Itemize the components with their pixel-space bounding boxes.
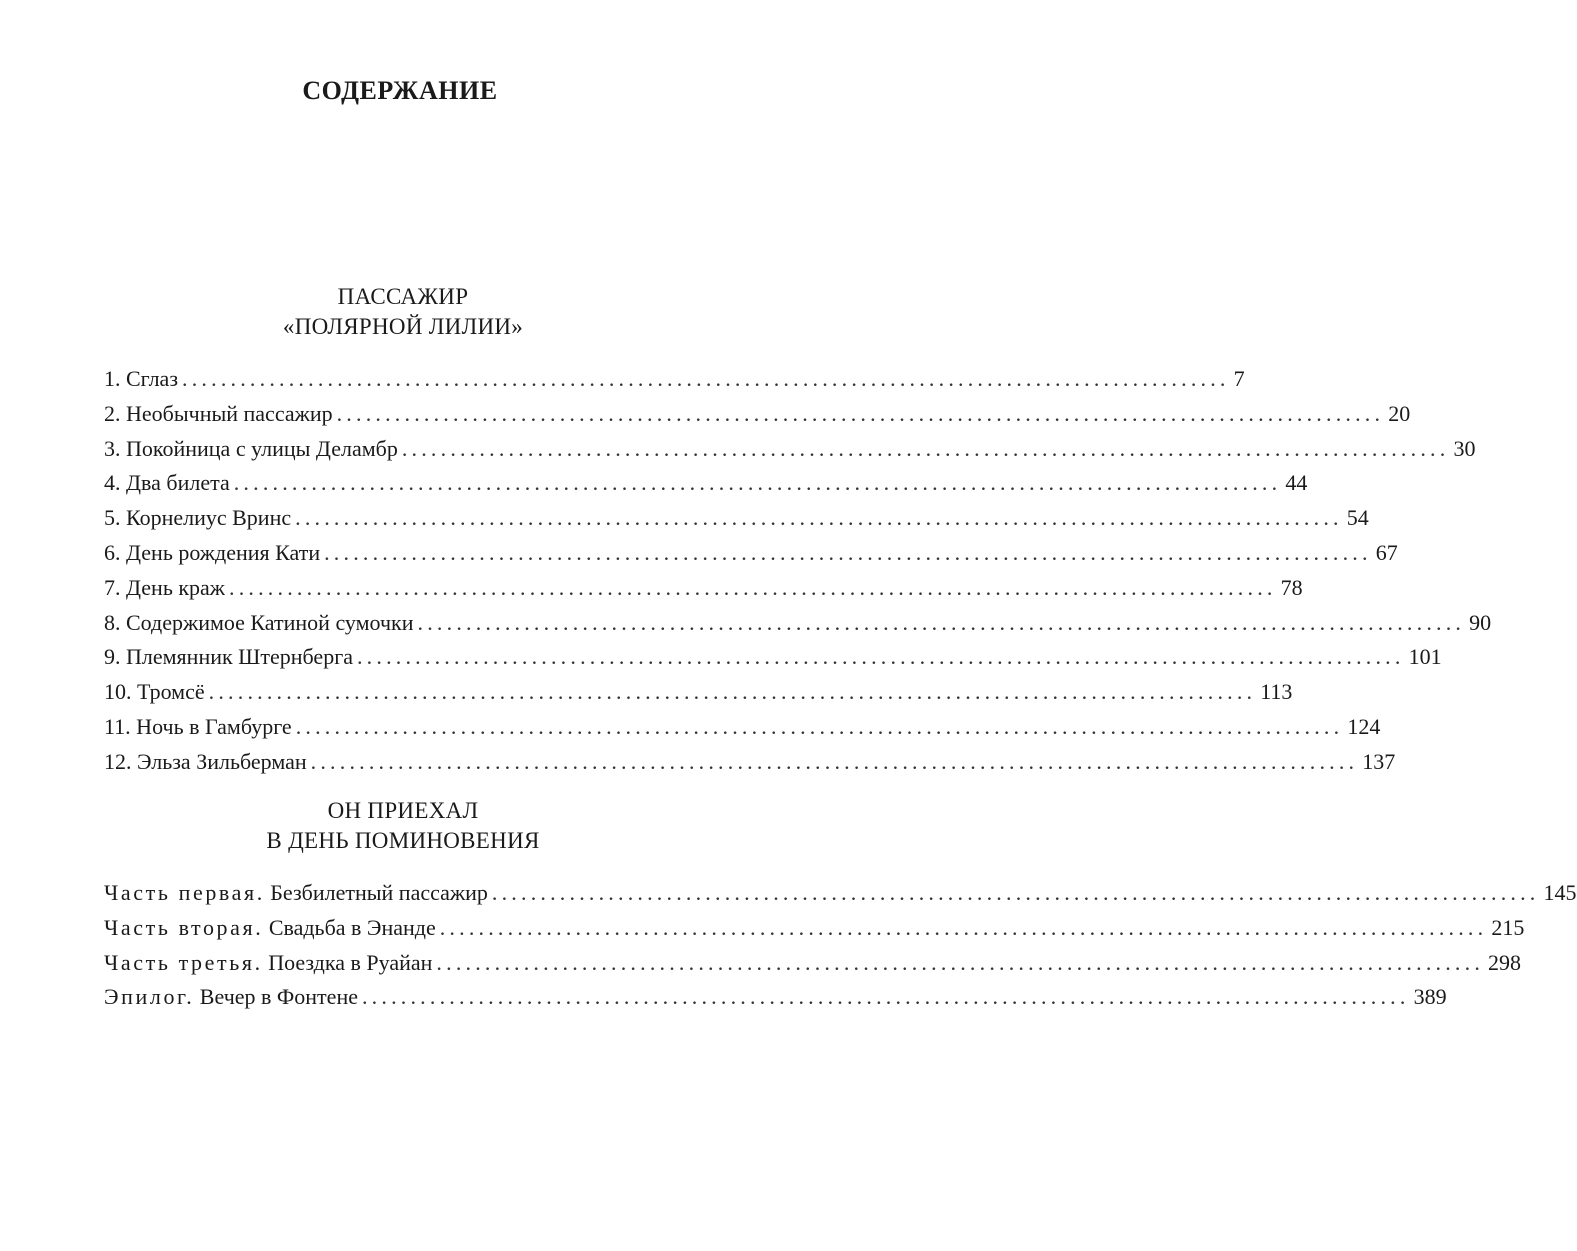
toc-entry-title: [104, 911, 436, 946]
toc-entry-page: 101: [1408, 644, 1442, 670]
toc-entry-title: 12. Эльза Зильберман: [104, 748, 307, 774]
section-heading-line: ОН ПРИЕХАЛ: [327, 798, 479, 823]
toc-entry-part: Часть третья.: [104, 949, 263, 975]
toc-entry-page: 20: [1388, 400, 1411, 426]
toc-section-polar-lily: [104, 282, 1492, 780]
toc-entry-title: 10. Тромсё: [104, 679, 205, 705]
dot-leader: ............................................................................................................: [361, 984, 1410, 1010]
toc-entry[interactable]: [104, 675, 1293, 710]
toc-entry[interactable]: [104, 466, 1308, 501]
dot-leader: ............................................................................................................: [295, 505, 1343, 531]
toc-entry-title: 9. Племянник Штернберга: [104, 644, 353, 670]
dot-leader: ............................................................................................................: [401, 435, 1450, 461]
toc-entry-page: 78: [1280, 574, 1303, 600]
dot-leader: ............................................................................................................: [324, 539, 1372, 565]
toc-entry[interactable]: [104, 980, 1447, 1015]
toc-entry-title-text: Свадьба в Энанде: [268, 914, 436, 940]
toc-entry[interactable]: [104, 362, 1245, 397]
toc-entry-page: 298: [1488, 949, 1522, 975]
toc-entry[interactable]: [104, 946, 1522, 981]
dot-leader: ............................................................................................................: [208, 679, 1257, 705]
dot-leader: ............................................................................................................: [417, 609, 1466, 635]
toc-entry[interactable]: [104, 606, 1492, 641]
toc-entry-page: 54: [1346, 505, 1369, 531]
dot-leader: ............................................................................................................: [310, 748, 1359, 774]
section-heading-line: В ДЕНЬ ПОМИНОВЕНИЯ: [266, 828, 540, 853]
page-title: СОДЕРЖАНИЕ: [302, 76, 498, 105]
toc-entry-page: 389: [1413, 984, 1447, 1010]
dot-leader: ............................................................................................................: [233, 470, 1282, 496]
toc-entry-title: 1. Сглаз: [104, 366, 179, 391]
toc-entry-page: 44: [1285, 470, 1308, 496]
toc-entry-title: 6. День рождения Кати: [104, 539, 321, 565]
toc-entry[interactable]: [104, 911, 1525, 946]
section-heading: [104, 282, 702, 342]
toc-entry[interactable]: [104, 432, 1476, 467]
toc-entry-title: [104, 980, 358, 1015]
toc-entry-part: Эпилог.: [104, 984, 195, 1010]
toc-entry-page: 30: [1453, 435, 1476, 461]
toc-entry-part: Часть вторая.: [104, 914, 264, 940]
toc-entry-page: 215: [1491, 914, 1525, 940]
toc-entry-title: 8. Содержимое Катиной сумочки: [104, 609, 414, 635]
toc-entry[interactable]: [104, 876, 1577, 911]
toc-entry-title-text: Вечер в Фонтене: [199, 984, 358, 1010]
dot-leader: ............................................................................................................: [356, 644, 1405, 670]
toc-entry-title: [104, 946, 432, 981]
toc-list: [104, 876, 1577, 1015]
dot-leader: ............................................................................................................: [336, 400, 1385, 426]
toc-entry-title: [104, 876, 488, 911]
toc-entry-page: 145: [1543, 880, 1577, 905]
toc-entry[interactable]: [104, 501, 1369, 536]
toc-entry-part: Часть первая.: [104, 880, 265, 905]
dot-leader: ............................................................................................................: [182, 366, 1230, 391]
toc-entry-title: 5. Корнелиус Вринс: [104, 505, 292, 531]
toc-entry[interactable]: [104, 536, 1398, 571]
toc-entry-page: 7: [1233, 366, 1245, 391]
section-heading-line: ПАССАЖИР: [337, 284, 469, 309]
toc-entry-page: 90: [1469, 609, 1492, 635]
dot-leader: ............................................................................................................: [436, 949, 1485, 975]
toc-entry-page: 124: [1347, 713, 1381, 739]
toc-section-day-of-the-dead: [104, 796, 1577, 1015]
toc-entry-page: 137: [1362, 748, 1396, 774]
toc-entry[interactable]: [104, 640, 1442, 675]
toc-entry-title-text: Безбилетный пассажир: [270, 880, 488, 905]
toc-entry-title: 4. Два билета: [104, 470, 230, 496]
dot-leader: ............................................................................................................: [295, 713, 1344, 739]
dot-leader: ............................................................................................................: [491, 880, 1540, 905]
toc-entry[interactable]: [104, 397, 1411, 432]
toc-entry[interactable]: [104, 571, 1303, 606]
toc-list: [104, 362, 1492, 780]
section-heading-line: «ПОЛЯРНОЙ ЛИЛИИ»: [282, 314, 524, 339]
dot-leader: ............................................................................................................: [439, 914, 1488, 940]
toc-entry[interactable]: [104, 745, 1396, 780]
dot-leader: ............................................................................................................: [229, 574, 1277, 600]
toc-entry-title: 11. Ночь в Гамбурге: [104, 713, 292, 739]
toc-entry-page: 113: [1260, 679, 1293, 705]
toc-entry-title: 2. Необычный пассажир: [104, 400, 333, 426]
toc-entry-page: 67: [1375, 539, 1398, 565]
toc-entry-title: 7. День краж: [104, 574, 225, 600]
toc-entry-title: 3. Покойница с улицы Деламбр: [104, 435, 398, 461]
toc-entry-title-text: Поездка в Руайан: [268, 949, 433, 975]
section-heading: [104, 796, 702, 856]
toc-entry[interactable]: [104, 710, 1381, 745]
